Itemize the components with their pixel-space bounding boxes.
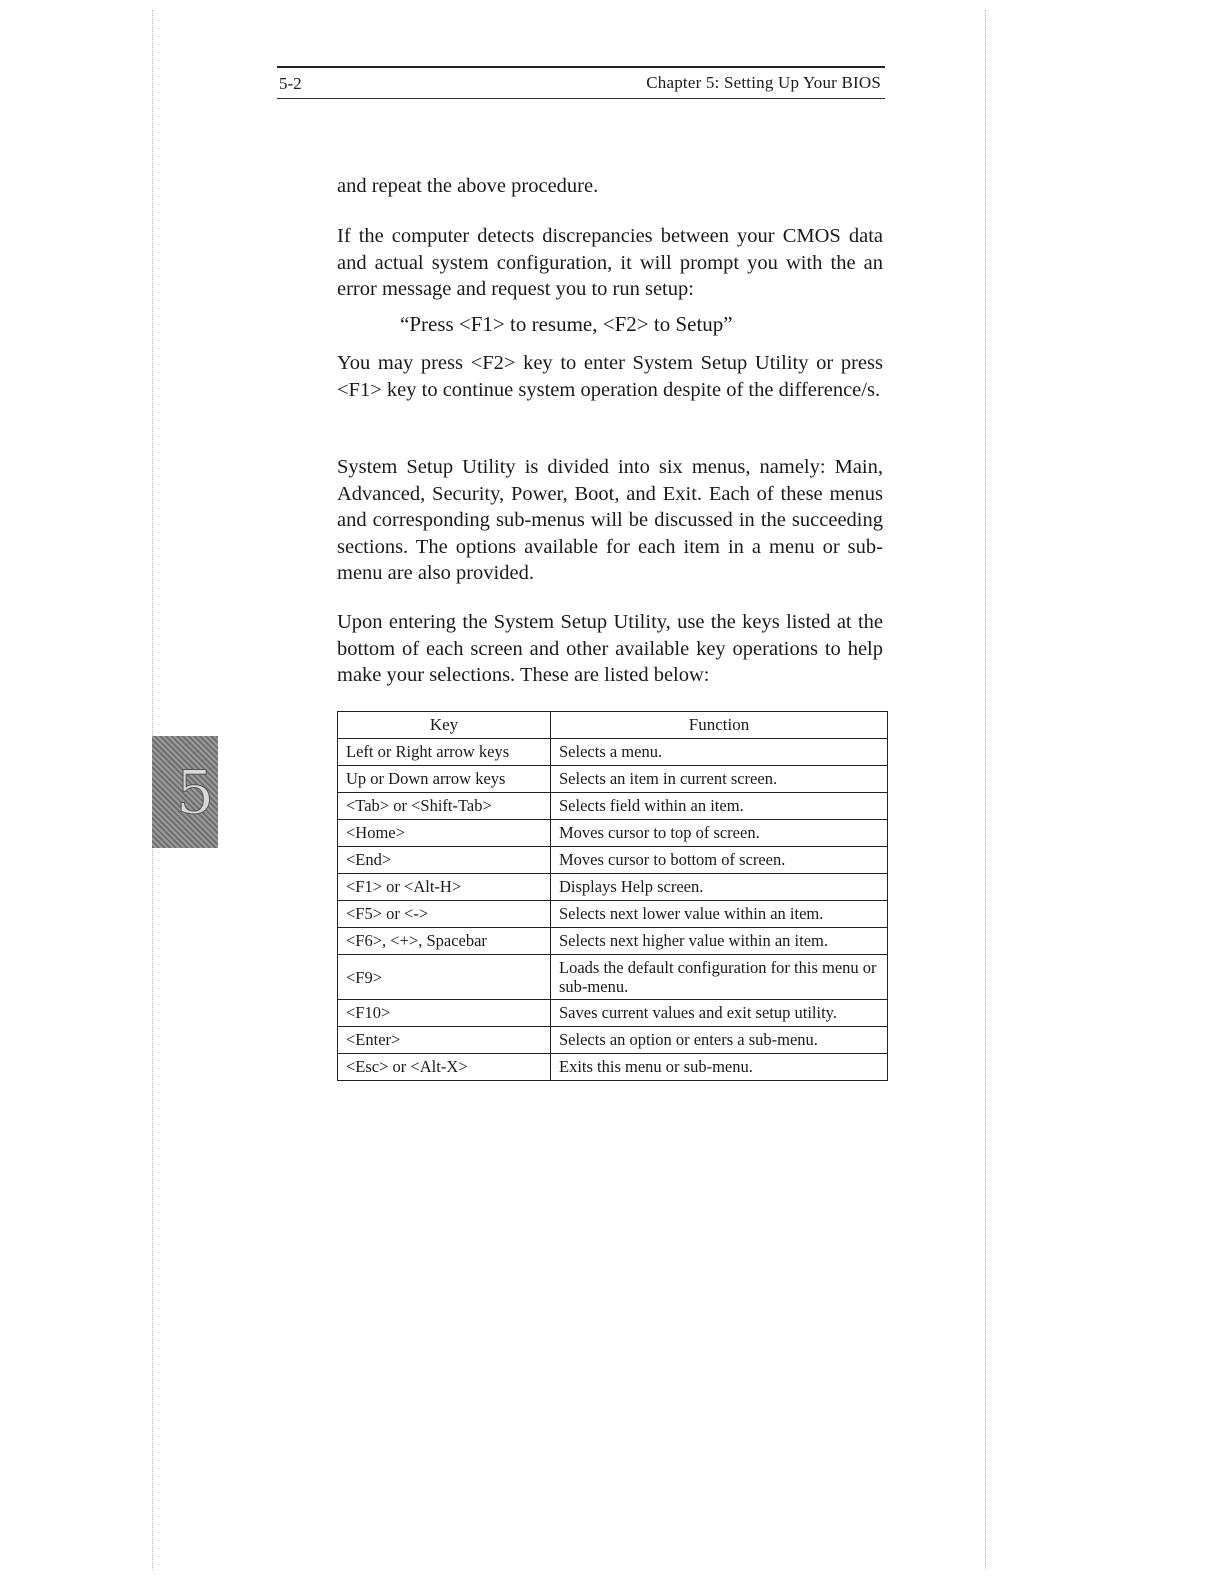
column-header-key: Key xyxy=(338,712,551,739)
page-header xyxy=(277,66,885,99)
page-number: 5-2 xyxy=(279,74,302,93)
function-cell: Saves current values and exit setup utility. xyxy=(551,1000,888,1027)
key-function-table xyxy=(337,711,888,1081)
function-cell: Selects field within an item. xyxy=(551,793,888,820)
key-cell: <Esc> or <Alt-X> xyxy=(338,1054,551,1081)
key-cell: Left or Right arrow keys xyxy=(338,739,551,766)
column-header-function: Function xyxy=(551,712,888,739)
table-row xyxy=(338,955,888,1000)
paragraph-continuation: and repeat the above procedure. xyxy=(337,175,599,197)
table-row xyxy=(338,1027,888,1054)
table-row xyxy=(338,1054,888,1081)
function-cell: Moves cursor to top of screen. xyxy=(551,820,888,847)
paragraph-cmos-discrepancy: If the computer detects discrepancies between your CMOS data and actual system configuration, it will prompt you with the an error message and request you to run setup: xyxy=(337,225,883,300)
function-cell: Selects next higher value within an item. xyxy=(551,928,888,955)
table-row xyxy=(338,766,888,793)
key-cell: <End> xyxy=(338,847,551,874)
key-cell: <F10> xyxy=(338,1000,551,1027)
function-cell: Selects next lower value within an item. xyxy=(551,901,888,928)
table-row xyxy=(338,847,888,874)
key-cell: <F9> xyxy=(338,955,551,1000)
table-row xyxy=(338,793,888,820)
function-cell: Displays Help screen. xyxy=(551,874,888,901)
key-cell: <F6>, <+>, Spacebar xyxy=(338,928,551,955)
key-cell: <Tab> or <Shift-Tab> xyxy=(338,793,551,820)
table-row xyxy=(338,874,888,901)
chapter-title: Chapter 5: Setting Up Your BIOS xyxy=(646,73,881,92)
table-row xyxy=(338,928,888,955)
paragraph-press-keys: You may press <F2> key to enter System Setup Utility or press <F1> key to continue system operation despite of the difference/s. xyxy=(337,352,883,401)
function-cell: Moves cursor to bottom of screen. xyxy=(551,847,888,874)
key-cell: <F5> or <-> xyxy=(338,901,551,928)
chapter-thumb-number: 5 xyxy=(176,758,215,828)
function-cell: Selects an option or enters a sub-menu. xyxy=(551,1027,888,1054)
table-row xyxy=(338,1000,888,1027)
paragraph-key-usage: Upon entering the System Setup Utility, use the keys listed at the bottom of each screen and other available key operations to help make your selections. These are listed below: xyxy=(337,611,883,686)
prompt-quote: “Press <F1> to resume, <F2> to Setup” xyxy=(400,312,733,336)
table-row xyxy=(338,739,888,766)
key-cell: <F1> or <Alt-H> xyxy=(338,874,551,901)
table-row xyxy=(338,901,888,928)
chapter-thumb-tab xyxy=(152,736,218,848)
table-header-row xyxy=(338,712,888,739)
key-cell: <Enter> xyxy=(338,1027,551,1054)
key-cell: Up or Down arrow keys xyxy=(338,766,551,793)
function-cell: Loads the default configuration for this menu or sub-menu. xyxy=(551,955,888,1000)
function-cell: Selects a menu. xyxy=(551,739,888,766)
function-cell: Selects an item in current screen. xyxy=(551,766,888,793)
table-row xyxy=(338,820,888,847)
paragraph-menus: System Setup Utility is divided into six menus, namely: Main, Advanced, Security, Power, Boot, and Exit. Each of these menus and corresponding sub-menus will be discussed in the succeeding sections. The options available for each item in a menu or sub-menu are also provided. xyxy=(337,456,883,584)
function-cell: Exits this menu or sub-menu. xyxy=(551,1054,888,1081)
scan-edge-right xyxy=(985,10,986,1570)
key-cell: <Home> xyxy=(338,820,551,847)
